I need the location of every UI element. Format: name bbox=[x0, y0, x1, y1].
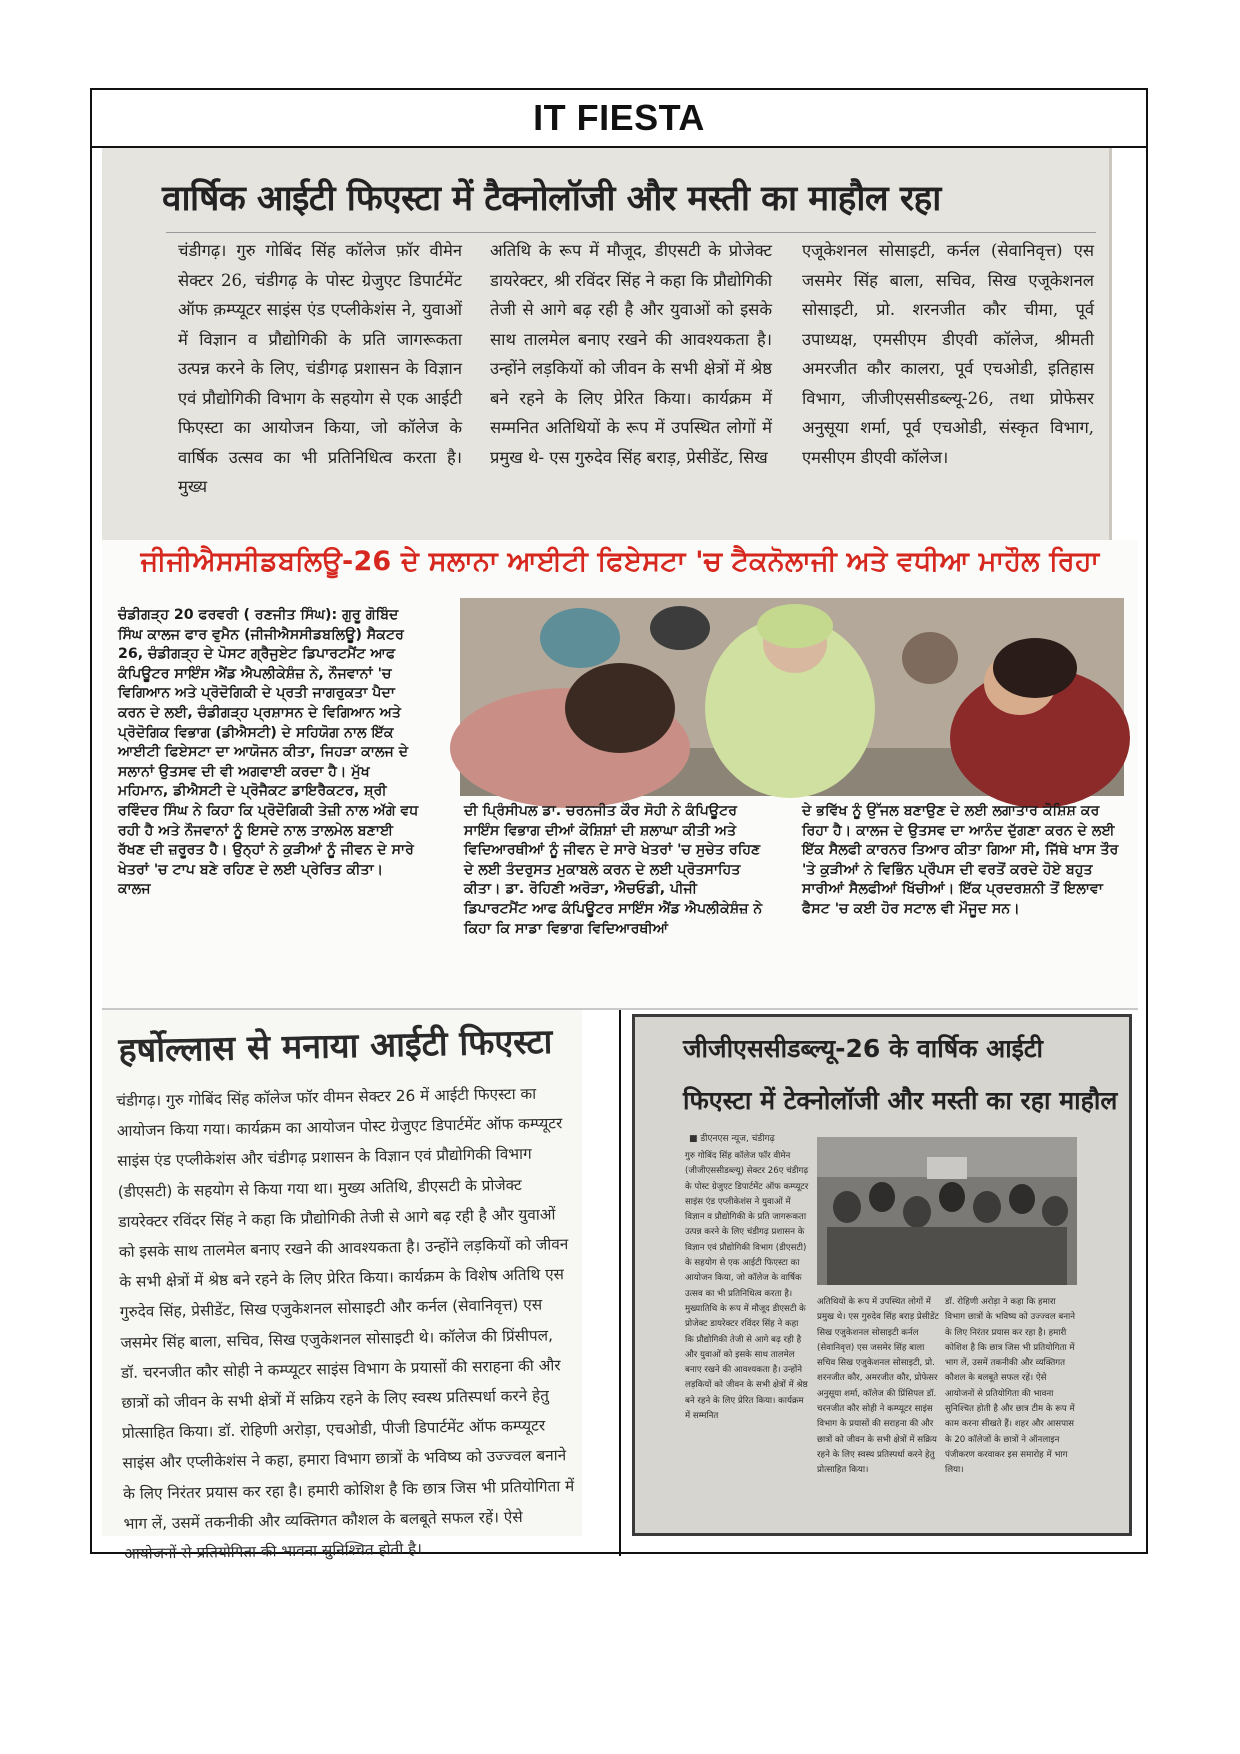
clipping-punjabi bbox=[102, 540, 1138, 1010]
clipping-column-3: ਦੇ ਭਵਿੱਖ ਨੂੰ ਉੱਜਲ ਬਣਾਉਣ ਦੇ ਲਈ ਲਗਾਤਾਰ ਕੋਸ਼ਿਸ਼ ਕਰ ਰਿਹਾ ਹੈ। ਕਾਲਜ ਦੇ ਉਤਸਵ ਦਾ ਆਨੰਦ ਦੁੱਗਣਾ ਕਰਨ ਦੇ ਲਈ ਇੱਕ ਸੈਲਫੀ ਕਾਰਨਰ ਤਿਆਰ ਕੀਤਾ ਗਿਆ ਸੀ, ਜਿੱਥੇ ਖਾਸ ਤੌਰ 'ਤੇ ਕੁੜੀਆਂ ਨੇ ਵਿਭਿੰਨ ਪ੍ਰੌਪਸ ਦੀ ਵਰਤੋਂ ਕਰਦੇ ਹੋਏ ਬਹੁਤ ਸਾਰੀਆਂ ਸੈਲਫੀਆਂ ਖਿੱਚੀਆਂ। ਇੱਕ ਪ੍ਰਦਰਸ਼ਨੀ ਤੋਂ ਇਲਾਵਾ ਫੈਸਟ 'ਚ ਕਈ ਹੋਰ ਸਟਾਲ ਵੀ ਮੌਜੂਦ ਸਨ। bbox=[802, 803, 1119, 917]
event-photo-illustration bbox=[460, 598, 1124, 796]
clipping-column-3: एजूकेशनल सोसाइटी, कर्नल (सेवानिवृत्त) एस जसमेर सिंह बाला, सचिव, सिख एजूकेशनल सोसाइटी, प्रो. शरनजीत कौर चीमा, पूर्व उपाध्यक्ष, एमसीएम डीएवी कॉलेज, श्रीमती अमरजीत कौर कालरा, पूर्व एचओडी, इतिहास विभाग, जीजीएससीडब्ल्यू-26, तथा प्रोफेसर अनुसूया शर्मा, पूर्व एचओडी, संस्कृत विभाग, एमसीएम डीएवी कॉलेज। bbox=[802, 241, 1094, 467]
clipping-hindi-3 bbox=[632, 1014, 1132, 1536]
clipping-column-2: अतिथि के रूप में मौजूद, डीएसटी के प्रोजेक्ट डायरेक्टर, श्री रविंदर सिंह ने कहा कि प्रौद्योगिकी तेजी से आगे बढ़ रही है और युवाओं को इसके साथ तालमेल बनाए रखने की आवश्यकता है। उन्होंने लड़कियों को जीवन के सभी क्षेत्रों में श्रेष्ठ बने रहने के लिए प्रेरित किया। कार्यक्रम में सम्मनित अतिथियों के रूप में उपस्थित लोगों में प्रमुख थे- एस गुरुदेव सिंह बराड़, प्रेसीडेंट, सिख bbox=[490, 241, 772, 467]
clipping-headline-line-1: जीजीएससीडब्ल्यू-26 के वार्षिक आईटी bbox=[683, 1034, 1044, 1063]
clipping-column-1: ਚੰਡੀਗੜ੍ਹ 20 ਫਰਵਰੀ ( ਰਣਜੀਤ ਸਿੰਘ): ਗੁਰੂ ਗੋਬਿੰਦ ਸਿੰਘ ਕਾਲਜ ਫਾਰ ਵੁਮੈਨ (ਜੀਜੀਐਸਸੀਡਬਲਿਊ) ਸੈਕਟਰ 26, ਚੰਡੀਗੜ੍ਹ ਦੇ ਪੋਸਟ ਗ੍ਰੈਜੁਏਟ ਡਿਪਾਰਟਮੈਂਟ ਆਫ ਕੰਪਿਊਟਰ ਸਾਇੰਸ ਐਂਡ ਐਪਲੀਕੇਸ਼ੰਜ਼ ਨੇ, ਨੌਜਵਾਨਾਂ 'ਚ ਵਿਗਿਆਨ ਅਤੇ ਪ੍ਰੋਦੋਗਿਕੀ ਦੇ ਪ੍ਰਤੀ ਜਾਗਰੁਕਤਾ ਪੈਦਾ ਕਰਨ ਦੇ ਲਈ, ਚੰਡੀਗੜ੍ਹ ਪ੍ਰਸ਼ਾਸਨ ਦੇ ਵਿਗਿਆਨ ਅਤੇ ਪ੍ਰੋਦੋਗਿਕ ਵਿਭਾਗ (ਡੀਐਸਟੀ) ਦੇ ਸਹਿਯੋਗ ਨਾਲ ਇੱਕ ਆਈਟੀ ਫਿਏਸਟਾ ਦਾ ਆਯੋਜਨ ਕੀਤਾ, ਜਿਹੜਾ ਕਾਲਜ ਦੇ ਸਲਾਨਾਂ ਉਤਸਵ ਦੀ ਵੀ ਅਗਵਾਈ ਕਰਦਾ ਹੈ। ਮੁੱਖ ਮਹਿਮਾਨ, ਡੀਐਸਟੀ ਦੇ ਪ੍ਰੋਜੈਕਟ ਡਾਇਰੈਕਟਰ, ਸ਼੍ਰੀ ਰਵਿੰਦਰ ਸਿੰਘ ਨੇ ਕਿਹਾ ਕਿ ਪ੍ਰੋਦੋਗਿਕੀ ਤੇਜ਼ੀ ਨਾਲ ਅੱਗੇ ਵਧ ਰਹੀ ਹੈ ਅਤੇ ਨੌਜਵਾਨਾਂ ਨੂੰ ਇਸਦੇ ਨਾਲ ਤਾਲਮੇਲ ਬਣਾਈ ਰੱਖਣ ਦੀ ਜ਼ਰੂਰਤ ਹੈ। ਉਨ੍ਹਾਂ ਨੇ ਕੁੜੀਆਂ ਨੂੰ ਜੀਵਨ ਦੇ ਸਾਰੇ ਖੇਤਰਾਂ 'ਚ ਟਾਪ ਬਣੇ ਰਹਿਣ ਦੇ ਲਈ ਪ੍ਰੇਰਿਤ ਕੀਤਾ। ਕਾਲਜ bbox=[118, 607, 419, 898]
clipping-hindi-2 bbox=[102, 1010, 582, 1563]
headline-rule bbox=[166, 232, 1096, 233]
event-photo-students bbox=[460, 598, 1124, 796]
clipping-byline: ■ डीएनएस न्यूज, चंडीगढ़ bbox=[689, 1134, 775, 1144]
group-photo-illustration bbox=[817, 1137, 1077, 1285]
page-frame bbox=[90, 88, 1148, 1563]
clipping-headline: ਜੀਜੀਐਸਸੀਡਬਲਿਊ-26 ਦੇ ਸਲਾਨਾ ਆਈਟੀ ਫਿਏਸਟਾ 'ਚ ਟੈਕਨੋਲਾਜੀ ਅਤੇ ਵਧੀਆ ਮਾਹੌਲ ਰਿਹਾ bbox=[140, 546, 1100, 577]
clipping-headline-line-2: फिएस्टा में टेक्नोलॉजी और मस्ती का रहा माहौल bbox=[683, 1086, 1118, 1115]
clipping-column-3: डॉ. रोहिणी अरोड़ा ने कहा कि हमारा विभाग छात्रों के भविष्य को उज्ज्वल बनाने के लिए निरंतर प्रयास कर रहा है। हमारी कोशिश है कि छात्र जिस भी प्रतियोगिता में भाग लें, उसमें तकनीकी और व्यक्तिगत कौशल के बलबूते सफल रहें। ऐसे आयोजनों से प्रतियोगिता की भावना सुनिश्चित होती है और छात्र टीम के रूप में काम करना सीखते हैं। शहर और आसपास के 20 कॉलेजों के छात्रों ने ऑनलाइन पंजीकरण करवाकर इस समारोह में भाग लिया। bbox=[945, 1297, 1076, 1476]
column-divider bbox=[619, 1010, 621, 1556]
clipping-headline: वार्षिक आईटी फिएस्टा में टैक्नोलॉजी और मस्ती का माहौल रहा bbox=[162, 178, 941, 219]
title-row bbox=[92, 90, 1146, 148]
clipping-hindi-1 bbox=[102, 148, 1112, 540]
clipping-headline: हर्षोल्लास से मनाया आईटी फिएस्टा bbox=[118, 1021, 553, 1071]
clipping-body: चंडीगढ़। गुरु गोबिंद सिंह कॉलेज फॉर वीमन सेक्टर 26 में आईटी फिएस्टा का आयोजन किया गया। कार्यक्रम का आयोजन पोस्ट ग्रेजुएट डिपार्टमेंट ऑफ कम्प्यूटर साइंस एंड एप्लीकेशंस और चंडीगढ़ प्रशासन के विज्ञान एवं प्रौद्योगिकी विभाग (डीएसटी) के सहयोग से किया गया था। मुख्य अतिथि, डीएसटी के प्रोजेक्ट डायरेक्टर रविंदर सिंह ने कहा कि प्रौद्योगिकी तेजी से आगे बढ़ रही है और युवाओं को इसके साथ तालमेल बनाए रखने की आवश्यकता है। उन्होंने लड़कियों को जीवन के सभी क्षेत्रों में श्रेष्ठ बने रहने के लिए प्रेरित किया। कार्यक्रम के विशेष अतिथि एस गुरुदेव सिंह, प्रेसीडेंट, सिख एजुकेशनल सोसाइटी और कर्नल (सेवानिवृत्त) एस जसमेर सिंह बाला, सचिव, सिख एजुकेशनल सोसाइटी थे। कॉलेज की प्रिंसीपल, डॉ. चरनजीत कौर सोही ने कम्प्यूटर साइंस विभाग के प्रयासों की सराहना की और छात्रों को जीवन के सभी क्षेत्रों में सक्रिय रहने के लिए स्वस्थ प्रतिस्पर्धा करने हेतु प्रोत्साहित किया। डॉ. रोहिणी अरोड़ा, एचओडी, पीजी डिपार्टमेंट ऑफ कम्प्यूटर साइंस और एप्लीकेशंस ने कहा, हमारा विभाग छात्रों के भविष्य को उज्ज्वल बनाने के लिए निरंतर प्रयास कर रहा है। हमारी कोशिश है कि छात्र जिस भी प्रतियोगिता में भाग लें, उसमें तकनीकी और व्यक्तिगत कौशल के बलबूते सफल रहें। ऐसे आयोजनों से प्रतियोगिता की भावना सुनिश्चित होती है। bbox=[116, 1084, 575, 1563]
clipping-column-1: चंडीगढ़। गुरु गोबिंद सिंह कॉलेज फ़ॉर वीमेन सेक्टर 26, चंडीगढ़ के पोस्ट ग्रेजुएट डिपार्टमेंट ऑफ क़म्प्यूटर साइंस एंड एप्लीकेशंस ने, युवाओं में विज्ञान व प्रौद्योगिकी के प्रति जागरूकता उत्पन्न करने के लिए, चंडीगढ़ प्रशासन के विज्ञान एवं प्रौद्योगिकी विभाग के सहयोग से एक आईटी फिएस्टा का आयोजन किया, जो कॉलेज के वार्षिक उत्सव का भी प्रतिनिधित्व करता है। मुख्य bbox=[178, 241, 462, 496]
clipping-column-2: ਦੀ ਪ੍ਰਿੰਸੀਪਲ ਡਾ. ਚਰਨਜੀਤ ਕੌਰ ਸੋਹੀ ਨੇ ਕੰਪਿਊਟਰ ਸਾਇੰਸ ਵਿਭਾਗ ਦੀਆਂ ਕੋਸ਼ਿਸ਼ਾਂ ਦੀ ਸ਼ਲਾਘਾ ਕੀਤੀ ਅਤੇ ਵਿਦਿਆਰਥੀਆਂ ਨੂੰ ਜੀਵਨ ਦੇ ਸਾਰੇ ਖੇਤਰਾਂ 'ਚ ਸੁਚੇਤ ਰਹਿਣ ਦੇ ਲਈ ਤੰਦਰੁਸਤ ਮੁਕਾਬਲੇ ਕਰਨ ਦੇ ਲਈ ਪ੍ਰੋਤਸਾਹਿਤ ਕੀਤਾ। ਡਾ. ਰੋਹਿਣੀ ਅਰੋੜਾ, ਐਚਓਡੀ, ਪੀਜੀ ਡਿਪਾਰਟਮੈਂਟ ਆਫ ਕੰਪਿਊਟਰ ਸਾਇੰਸ ਐਂਡ ਐਪਲੀਕੇਸ਼ੰਜ਼ ਨੇ ਕਿਹਾ ਕਿ ਸਾਡਾ ਵਿਭਾਗ ਵਿਦਿਆਰਥੀਆਂ bbox=[464, 803, 763, 937]
page-title: IT FIESTA bbox=[533, 97, 705, 138]
clipping-column-2: अतिथियों के रूप में उपस्थित लोगों में प्रमुख थे। एस गुरुदेव सिंह बराड़ प्रेसीडेंट सिख एजुकेशनल सोसाइटी कर्नल (सेवानिवृत्त) एस जसमेर सिंह बाला सचिव सिख एजुकेशनल सोसाइटी, प्रो. शरनजीत कौर, अमरजीत कौर, प्रोफेसर अनुसूया शर्मा, कॉलेज की प्रिंसिपल डॉ. चरनजीत कौर सोही ने कम्प्यूटर साइंस विभाग के प्रयासों की सराहना की और छात्रों को जीवन के सभी क्षेत्रों में सक्रिय रहने के लिए स्वस्थ प्रतिस्पर्धा करने हेतु प्रोत्साहित किया। bbox=[817, 1297, 939, 1476]
group-photo bbox=[817, 1137, 1077, 1285]
clipping-column-1: गुरु गोबिंद सिंह कॉलेज फॉर वीमेन (जीजीएससीडब्ल्यू) सेक्टर 26ए चंडीगढ़ के पोस्ट ग्रेजुएट डिपार्टमेंट ऑफ कम्प्यूटर साइंस एंड एप्लीकेशंस ने युवाओं में विज्ञान व प्रौद्योगिकी के प्रति जागरूकता उत्पन्न करने के लिए चंडीगढ़ प्रशासन के विज्ञान एवं प्रौद्योगिकी विभाग (डीएसटी) के सहयोग से एक आईटी फिएस्टा का आयोजन किया, जो कॉलेज के वार्षिक उत्सव का भी प्रतिनिधित्व करता है। मुख्यातिथि के रूप में मौजूद डीएसटी के प्रोजेक्ट डायरेक्टर रविंदर सिंह ने कहा कि प्रौद्योगिकी तेजी से आगे बढ़ रही है और युवाओं को इसके साथ तालमेल बनाए रखने की आवश्यकता है। उन्होंने लड़कियों को जीवन के सभी क्षेत्रों में श्रेष्ठ बने रहने के लिए प्रेरित किया। कार्यक्रम में सम्मनित bbox=[685, 1151, 809, 1422]
